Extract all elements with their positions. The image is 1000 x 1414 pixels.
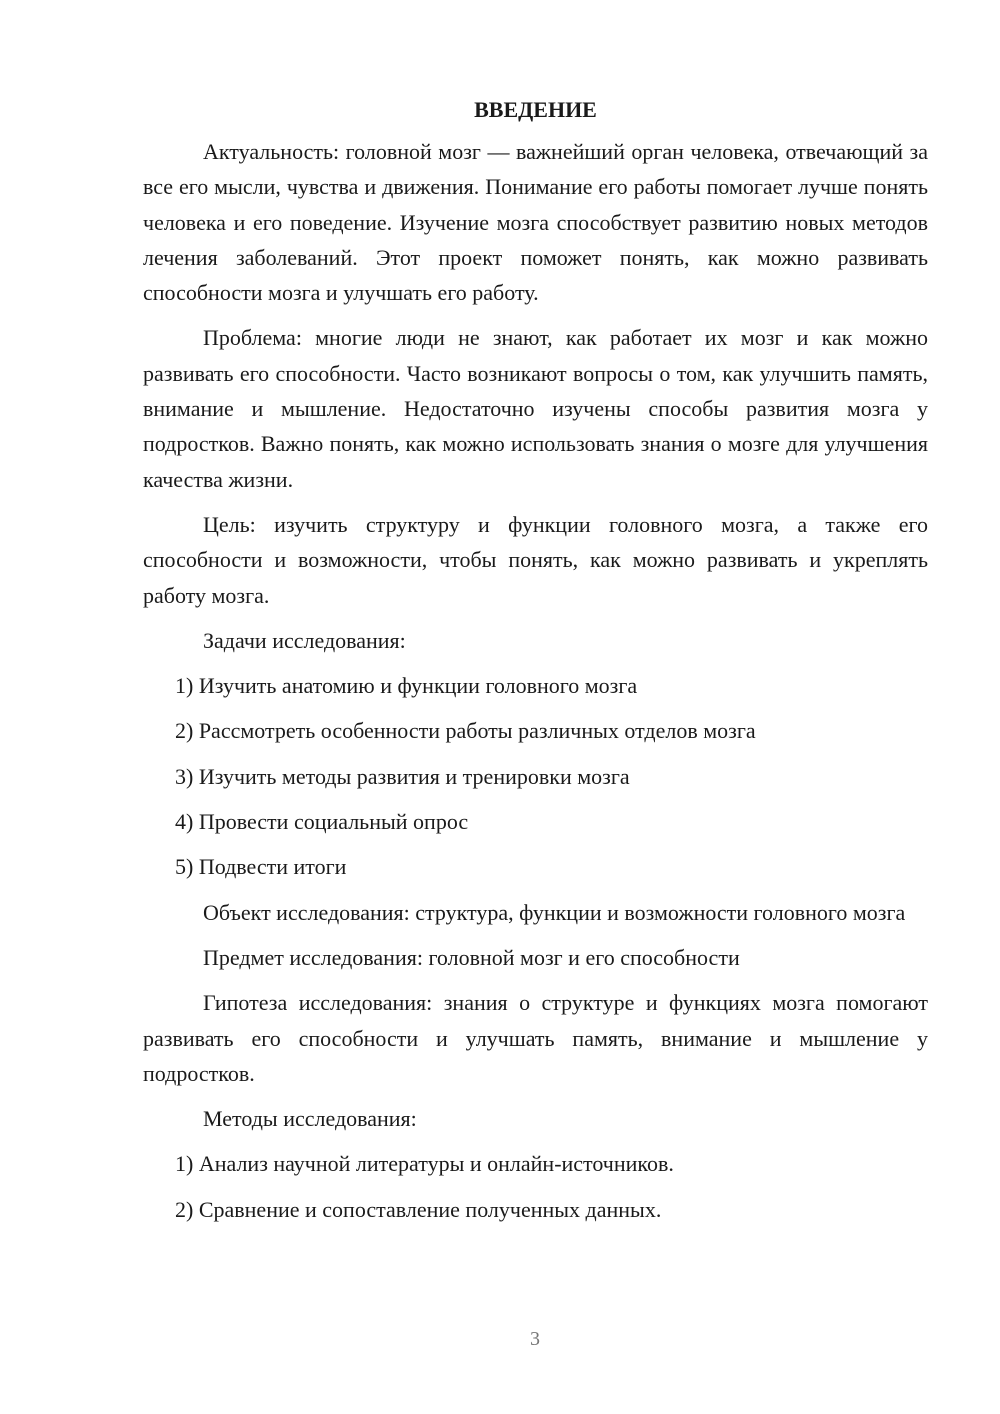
- hypothesis-paragraph: Гипотеза исследования: знания о структуре и функциях мозга помогают развивать его способности и улучшать память, внимание и мышление у подростков.: [143, 990, 928, 1086]
- task-item: 3) Изучить методы развития и тренировки мозга: [175, 763, 630, 789]
- method-item: 1) Анализ научной литературы и онлайн-источников.: [175, 1151, 674, 1177]
- goal-paragraph: Цель: изучить структуру и функции головного мозга, а также его способности и возможности, чтобы понять, как можно развивать и укреплять работу мозга.: [143, 511, 928, 608]
- section-title: ВВЕДЕНИЕ: [474, 97, 597, 122]
- task-item: 2) Рассмотреть особенности работы различных отделов мозга: [175, 718, 756, 744]
- task-item: 5) Подвести итоги: [175, 854, 347, 880]
- subject-paragraph: Предмет исследования: головной мозг и его способности: [203, 944, 740, 970]
- tasks-heading: Задачи исследования:: [203, 627, 406, 653]
- task-item: 4) Провести социальный опрос: [175, 809, 469, 835]
- relevance-paragraph: Актуальность: головной мозг — важнейший орган человека, отвечающий за все его мысли, чувства и движения. Понимание его работы помогает лучше понять человека и его поведение. Изучение мозга способствует развитию новых методов лечения заболеваний. Этот проект поможет понять, как можно развивать способности мозга и улучшать его работу.: [143, 139, 928, 306]
- object-paragraph: Объект исследования: структура, функции и возможности головного мозга: [203, 899, 906, 925]
- task-item: 1) Изучить анатомию и функции головного мозга: [175, 673, 638, 699]
- document-page: [143, 92, 928, 1237]
- page-number: 3: [530, 1328, 540, 1350]
- method-item: 2) Сравнение и сопоставление полученных данных.: [175, 1196, 662, 1222]
- methods-heading: Методы исследования:: [203, 1106, 417, 1132]
- problem-paragraph: Проблема: многие люди не знают, как работает их мозг и как можно развивать его способности. Часто возникают вопросы о том, как улучшить память, внимание и мышление. Недостаточно изучены способы развития мозга у подростков. Важно понять, как можно использовать знания о мозге для улучшения качества жизни.: [143, 325, 928, 492]
